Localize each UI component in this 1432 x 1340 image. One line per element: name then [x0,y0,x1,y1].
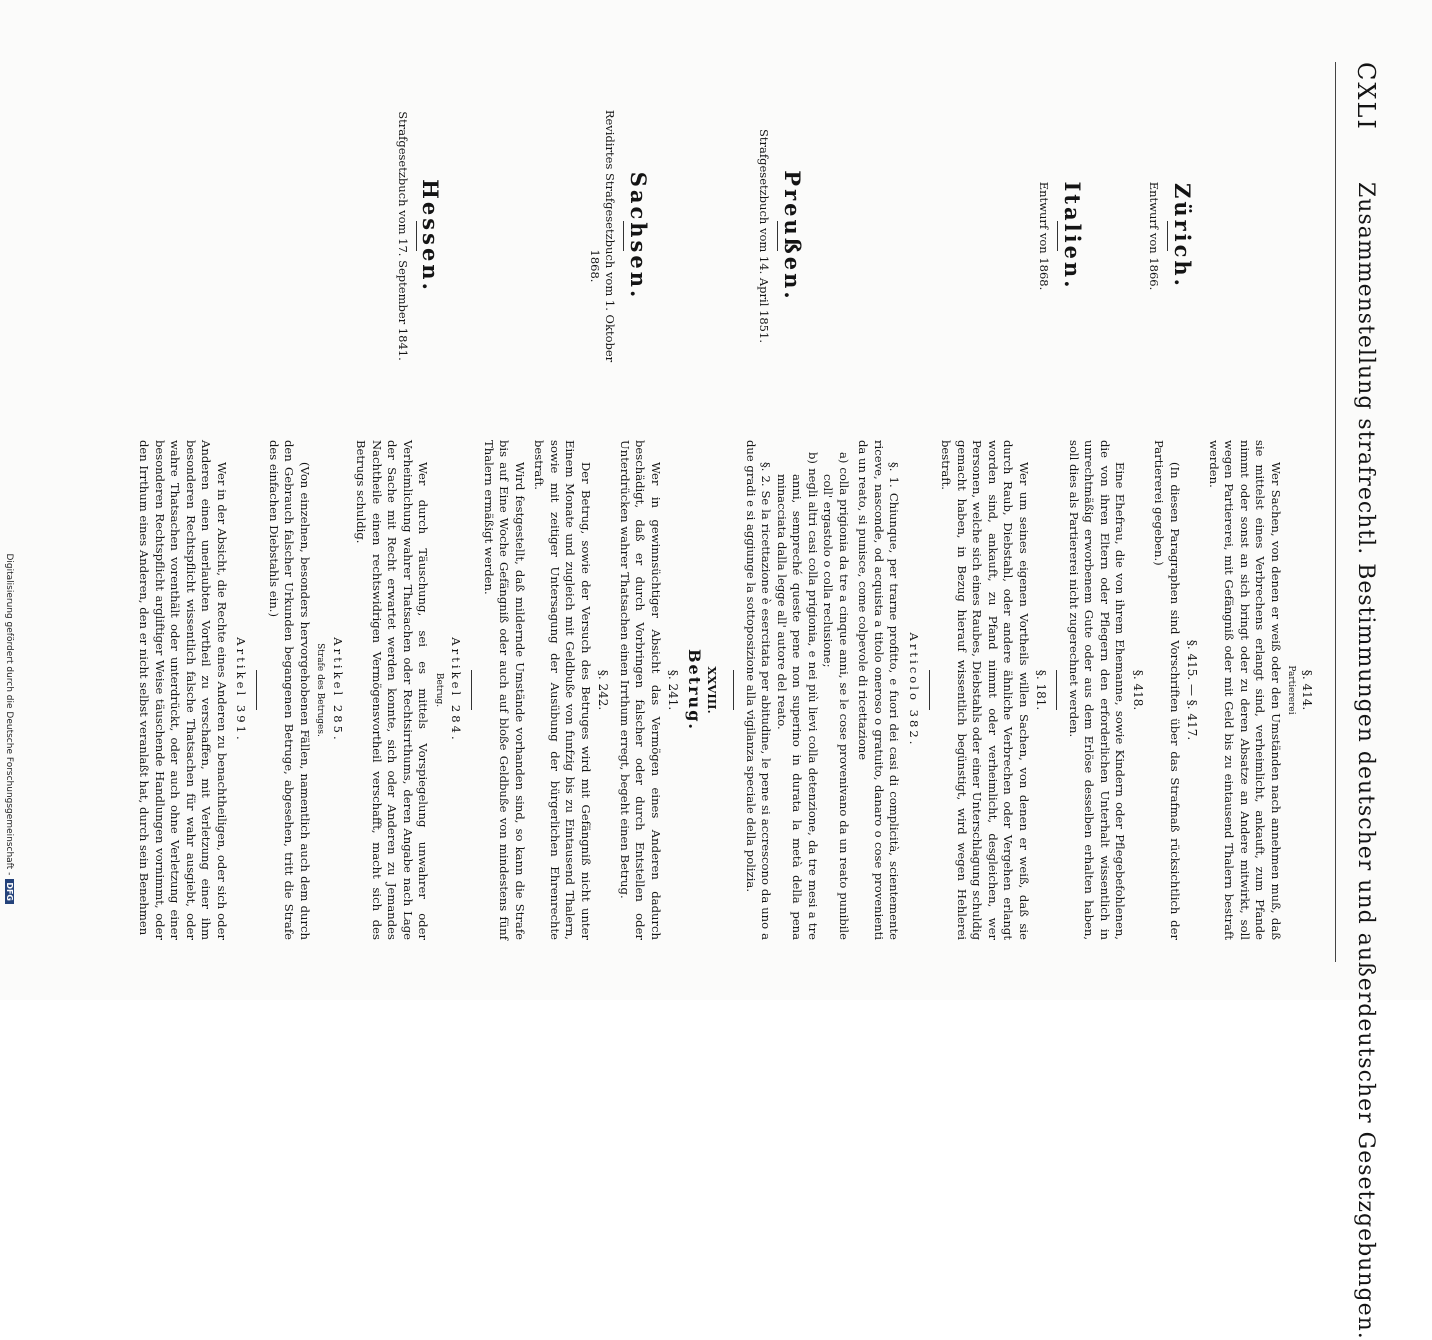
article-subheading: Betrug. [434,672,444,708]
page-title: Zusammenstellung strafrechtl. Bestimmungen deutscher und außerdeutscher Gesetzgebungen. [1353,182,1378,1340]
running-header [1348,62,1384,1340]
section-text: Der Betrug, sowie der Versuch des Betruges wird mit Gefängniß nicht unter Einem Monate und zugleich mit Geldbuße von funfzig bis zu Eintausend Thalern, sowie mit zeitiger Untersagung der Ausübung der bürgerlichen Ehrenrechte bestraft. [532,440,593,940]
article-paragraph: §. 1. Chiunque, per trarne profitto, e fuori dei casi di complicità, scientemente riceve, nasconde, od acquista a titolo oneroso o gratuito, danaro o cose provenienti da un reato, si punisce, come colpevole di ricettazione [856,440,902,940]
divider [1058,221,1059,251]
divider [624,221,625,251]
section-heading: §. 241. [666,669,681,711]
jurisdiction-column [395,56,1353,416]
article-heading: Articolo 382. [907,632,921,748]
section-heading: §. 181. [1034,669,1049,711]
divider [1168,221,1169,251]
state-sachsen [587,56,651,416]
state-name: Hessen. [418,179,444,293]
credit-text: Digitalisierung gefördert durch die Deutsche Forschungsgemeinschaft -DFG [4,553,14,904]
divider [1057,670,1058,710]
state-name: Sachsen. [626,171,651,301]
divider [734,670,735,710]
law-source: Strafgesetzbuch vom 17. September 1841. [396,111,410,361]
section-subheading: Partiererei [1286,665,1297,715]
section-text: Wer in gewinnsüchtiger Absicht das Vermögen eines Anderen dadurch beschädigt, daß er durch Vorbringen falscher oder durch Entstellen oder Unterdrücken wahrer Thatsachen einen Irrthum erregt, begeht einen Betrug. [618,440,663,940]
section-text: (In diesen Paragraphen sind Vorschriften über das Strafmaß rücksichtlich der Partiererei gegeben.) [1152,440,1182,940]
section-heading: §. 418. [1131,669,1145,711]
divider [472,670,473,710]
section-heading: §. 415. — §. 417. [1185,639,1200,741]
dfg-logo: DFG [5,879,14,904]
divider [929,670,930,710]
section-text: Wer Sachen, von denen er weiß oder den Umständen nach annehmen muß, daß sie mittelst eines Verbrechens erlangt sind, verheimlicht, ankauft, zum Pfande nimmt oder sonst an sich bringt oder zu deren Absatze an Andere mitwirkt, soll wegen Partiererei, mit Gefängniß oder mit Geld bis zu eintausend Thalern bestraft werden. [1207,440,1283,940]
section-text: Eine Ehefrau, die von ihrem Ehemanne, sowie Kindern oder Pflegebefohlenen, die von ihren Eltern oder Pflegern den erforderlichen Unterhalt wissentlich in unrechtmäßig erworbenem Gute oder aus dem Erlöse desselben erhalten haben, soll dies als Partiererei nicht zugerechnet werden. [1067,440,1128,940]
article-subheading: Strafe des Betruges. [315,643,326,737]
section-heading: §. 242. [596,669,611,711]
article-heading: Artikel 284. [449,637,464,743]
section-text: Wer um seines eigenen Vortheils willen Sachen, von denen er weiß, daß sie durch Raub, Diebstahl, oder andere ähnliche Verbrechen oder Vergehen erlangt worden sind, ankauft, zu Pfand nimmt oder verheimlicht, desgleichen, wer Personen, welche sich eines Raubes, Diebstahls oder einer Unterschlagung schuldig gemacht haben, in Bezug hierauf wissentlich begünstigt, wird wegen Hehlerei bestraft. [939,440,1031,940]
section-text: Wird festgestellt, daß mildernde Umstände vorhanden sind, so kann die Strafe bis auf Eine Woche Gefängniß oder auch auf bloße Geldbuße von mindestens fünf Thalern ermäßigt werden. [482,440,527,940]
article-paragraph: §. 2. Se la ricettazione è esercitata per abitudine, le pene si accrescono da uno a due gradi e si aggiunge la sottoposizione alla vigilanza speciale della polizia. [744,440,774,940]
law-source: Revidirtes Strafgesetzbuch vom 1. Oktober [603,109,618,363]
law-source-year: 1868. [588,249,602,283]
state-zurich [1146,56,1195,416]
divider [416,221,417,251]
state-name: Preußen. [780,170,805,302]
chapter-title: Betrug. [685,649,704,731]
chapter-number: XXVIII. [705,666,720,714]
article-text: (Von einzelnen, besonders hervorgehobenen Fällen, namentlich auch dem durch den Gebrauch falscher Urkunden begangenen Betruge, abgesehen, tritt die Strafe des einfachen Diebstahls ein.) [267,440,312,940]
law-source: Entwurf von 1868. [1037,181,1052,291]
article-text: Wer durch Täuschung, sei es mittels Vorspiegelung unwahrer oder Verheimlichung wahrer Thatsachen oder Rechtsirrthums, deren Angabe nach Lage der Sache mit Recht erwartet werden konnte, sich oder Anderen zu Jemandes Nachtheile einen rechtswidrigen Vermögensvortheil verschafft, macht sich des Betrugs schuldig. [354,440,431,940]
state-hessen [395,56,444,416]
state-name: Zürich. [1170,182,1195,289]
article-item: a) colla prigionia da tre a cinque anni, se le cose provenivano da un reato punibile coll' ergastolo o colla reclusione; [821,452,851,940]
divider [257,670,258,710]
article-heading: Artikel 391. [234,637,249,743]
law-source: Strafgesetzbuch vom 14. April 1851. [757,129,772,343]
text-column [132,440,1320,940]
law-source: Entwurf von 1866. [1147,181,1162,291]
digitization-credit [0,0,14,1000]
article-item: b) negli altri casi colla prigionia, e nei più lievi colla detenzione, da tre mesi a tre anni, sempreché queste pene non superino in durata la metà della pena minacciata dalla legge all' autore del reato. [775,452,820,940]
state-italien [1036,56,1085,416]
article-heading: Artikel 285. [331,637,345,743]
divider [778,221,779,251]
article-text: Wer in der Absicht, die Rechte eines Anderen zu benachtheiligen, oder sich oder Anderen einen unerlaubten Vortheil zu verschaffen, mit Verletzung einer ihm besonderen Rechtspflicht wissentlich falsche Thatsachen für wahr ausgiebt, oder wahre Thatsachen vorenthält oder unterdrückt, oder auch ohne Verletzung einer besonderen Rechtspflicht argliftiger Weise täuschende Handlungen vornimmt, oder den Irrthum eines Anderen, den er nicht selbst veranlaßt hat, durch sein Benehmen [137,440,229,940]
page-number: CXLI [1352,62,1380,131]
state-name: Italien. [1060,181,1085,291]
state-preussen [756,56,805,416]
section-heading: §. 414. [1300,669,1314,711]
